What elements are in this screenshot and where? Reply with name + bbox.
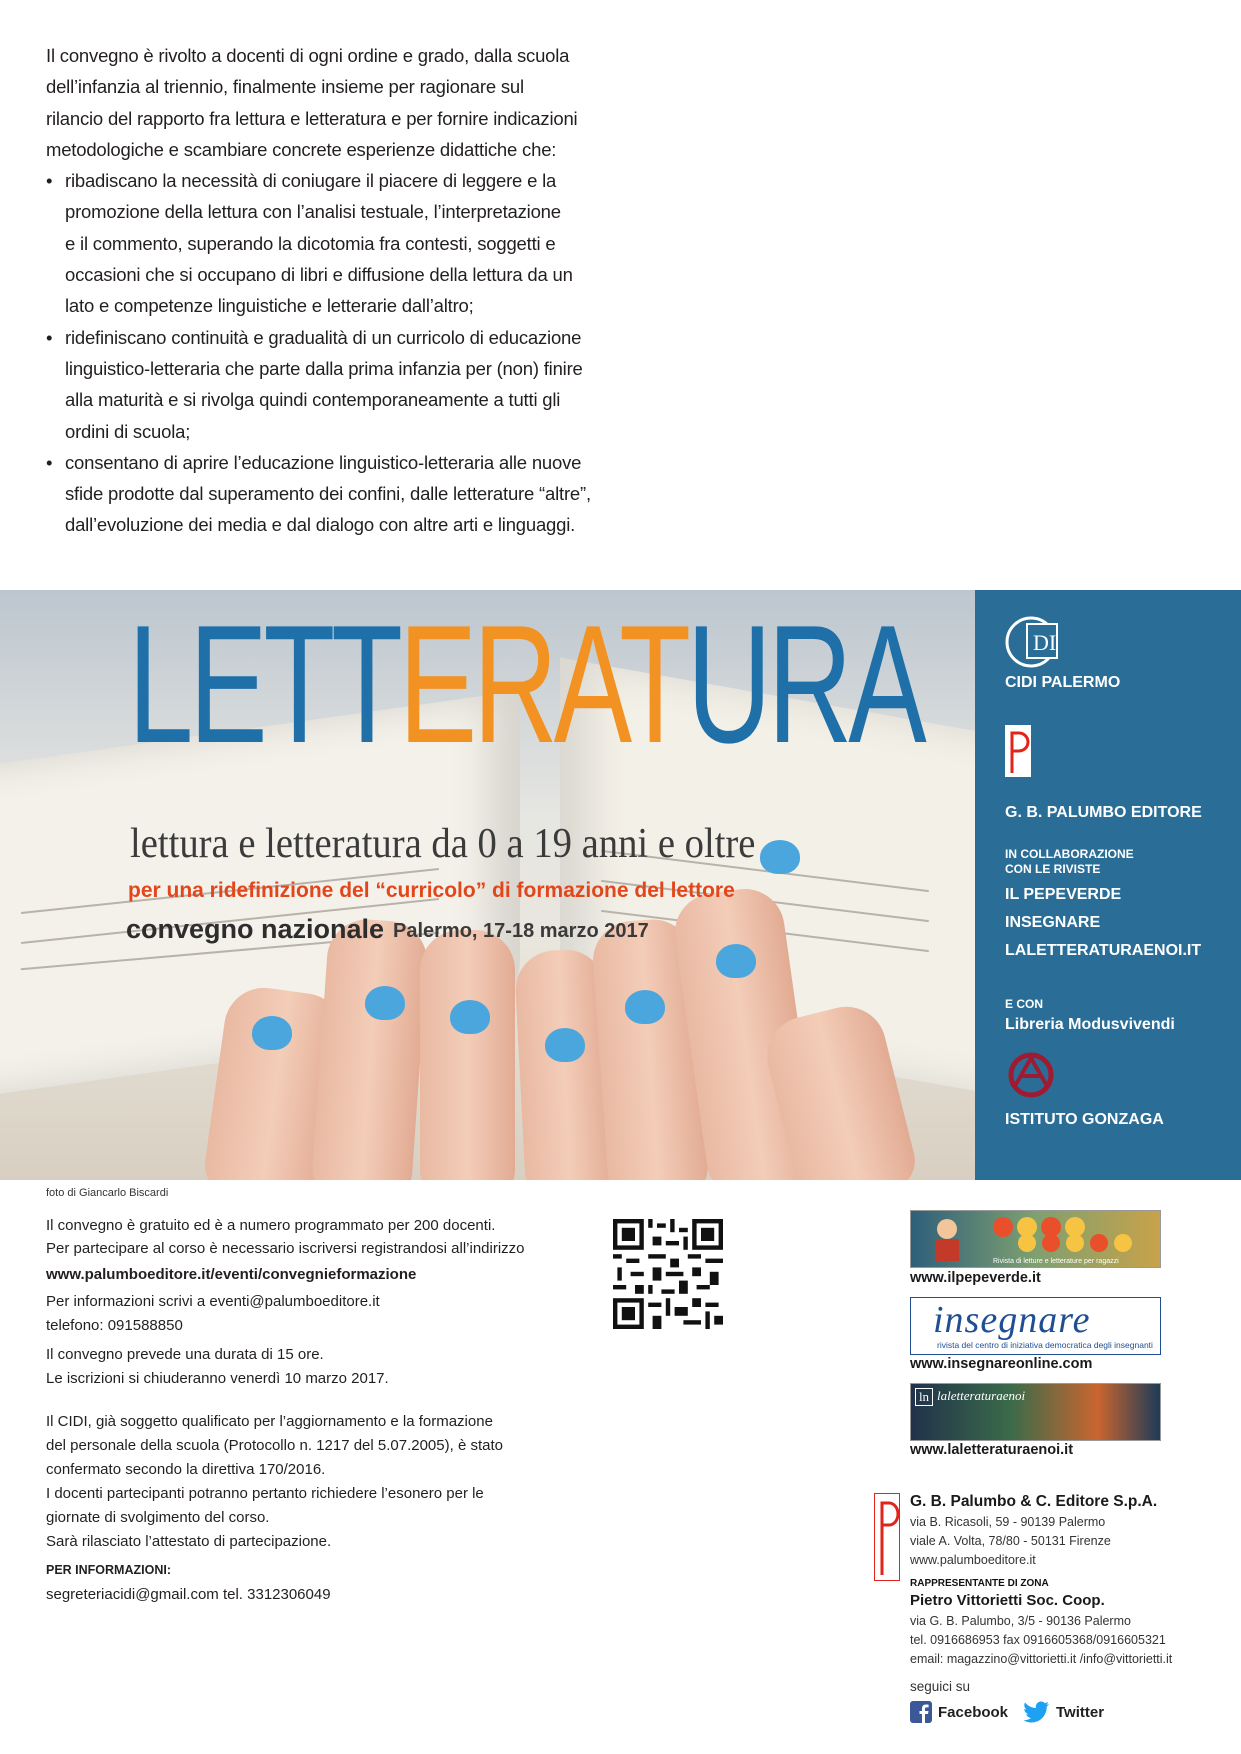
collab-label: CON LE RIVISTE [1005,862,1101,876]
qr-code-icon[interactable] [613,1219,723,1329]
pepeverde-caption: Rivista di letture e letterature per ragazzi [993,1258,1119,1265]
nail [625,990,665,1024]
insegnare-logo[interactable] [910,1297,1161,1355]
convegno-label: convegno nazionale [126,914,385,944]
laletteraturaenoi-logo[interactable] [910,1383,1161,1441]
cidi-note-line: giornate di svolgimento del corso. [46,1509,270,1526]
twitter-link[interactable] [1024,1700,1104,1724]
pepeverde-logo[interactable] [910,1210,1161,1268]
convegno-date: Palermo, 17-18 marzo 2017 [393,920,649,942]
banner-tagline: per una ridefinizione del “curricolo” di formazione del lettore [128,879,735,902]
gonzaga-logo-icon [1005,1050,1061,1100]
info-line: Il convegno è gratuito ed è a numero programmato per 200 docenti. [46,1217,496,1234]
cidi-note-line: Sarà rilasciato l’attestato di partecipazione. [46,1533,332,1550]
info-closing: Le iscrizioni si chiuderanno venerdì 10 marzo 2017. [46,1370,389,1387]
intro-line: dell’infanzia al triennio, finalmente insieme per ragionare sul [46,76,524,98]
twitter-icon [1024,1701,1050,1723]
insegnare-caption: rivista del centro di iniziativa democratica degli insegnanti [937,1340,1153,1350]
intro-line: rilancio del rapporto fra lettura e letteratura e per fornire indicazioni [46,107,578,129]
palumbo-name: G. B. PALUMBO EDITORE [1005,804,1202,821]
info-duration: Il convegno prevede una durata di 15 ore. [46,1346,324,1363]
facebook-icon [910,1701,932,1723]
nail [365,986,405,1020]
cidi-note-line: del personale della scuola (Protocollo n. 1217 del 5.07.2005), è stato [46,1437,503,1454]
ln-mark: ln [915,1388,933,1406]
cidi-note-line: Il CIDI, già soggetto qualificato per l’aggiornamento e la formazione [46,1413,493,1430]
ln-wordmark: laletteraturaenoi [937,1388,1026,1403]
intro-line: Il convegno è rivolto a docenti di ogni ordine e grado, dalla scuola [46,45,570,66]
twitter-label: Twitter [1056,1703,1105,1721]
econ-label: E CON [1005,997,1044,1011]
rep-email: email: magazzino@vittorietti.it /info@vittorietti.it [910,1652,1173,1666]
publisher-address: viale A. Volta, 78/80 - 50131 Firenze [910,1534,1111,1548]
sponsor-sidebar [975,590,1241,1180]
palumbo-p-logo-icon [874,1493,900,1581]
svg-text:DI: DI [1033,630,1057,655]
pepeverde-letters-icon [991,1215,1141,1253]
bullet-item: • consentano di aprire l’educazione linguistico-letteraria alle nuove sfide prodotte dal superamento dei confini, dalle letterature “altre”, dall’evoluzione dei media e dal dialogo con altre arti e linguaggi. [46,447,606,541]
insegnare-wordmark: insegnare [933,1299,1091,1341]
facebook-link[interactable] [910,1700,1008,1724]
finger [420,930,515,1180]
cidi-note-line: I docenti partecipanti potranno pertanto richiedere l’esonero per le [46,1485,484,1502]
bullet-item: • ridefiniscano continuità e gradualità di un curricolo di educazione linguistico-letteraria che parte dalla prima infanzia per (non) finire alla maturità e si rivolga quindi contemporaneamente a tutti gli ordini di scuola; [46,322,606,447]
rivista-name: IL PEPEVERDE [1005,886,1122,903]
pepeverde-character-icon [917,1215,977,1263]
title-highlight: ERAT [398,590,687,778]
nail [545,1028,585,1062]
rivista-name: INSEGNARE [1005,914,1101,931]
info-phone: telefono: 091588850 [46,1317,183,1334]
bullet-item: • ribadiscano la necessità di coniugare il piacere di leggere e la promozione della lettura con l’analisi testuale, l’interpretazione e il commento, superando la dicotomia fra contesti, soggetti e occasioni che si occupano di libri e diffusione della lettura da un lato e competenze linguistiche e letterarie dall’altro; [46,165,606,321]
intro-line: metodologiche e scambiare concrete esperienze didattiche che: [46,138,557,160]
rep-phone: tel. 0916686953 fax 0916605368/0916605321 [910,1633,1166,1647]
insegnare-link[interactable]: www.insegnareonline.com [910,1356,1093,1372]
cidi-name: CIDI PALERMO [1005,674,1121,691]
intro-bullet-list [46,165,606,541]
photo-credit: foto di Giancarlo Biscardi [46,1187,169,1199]
nail [450,1000,490,1034]
per-info-contact: segreteriacidi@gmail.com tel. 3312306049 [46,1586,331,1603]
cidi-note-line: confermato secondo la direttiva 170/2016. [46,1461,326,1478]
publisher-name: G. B. Palumbo & C. Editore S.p.A. [910,1493,1158,1510]
publisher-web[interactable]: www.palumboeditore.it [910,1553,1036,1567]
registration-link[interactable]: www.palumboeditore.it/eventi/convegnieformazione [46,1266,417,1283]
follow-label: seguici su [910,1679,971,1694]
info-email: Per informazioni scrivi a eventi@palumboeditore.it [46,1293,380,1310]
rep-label: RAPPRESENTANTE DI ZONA [910,1578,1049,1589]
banner-subtitle: lettura e letteratura da 0 a 19 anni e oltre [130,821,756,867]
rep-name: Pietro Vittorietti Soc. Coop. [910,1592,1105,1609]
gonzaga-name: ISTITUTO GONZAGA [1005,1111,1164,1128]
intro-text [46,40,606,541]
rep-address: via G. B. Palumbo, 3/5 - 90136 Palermo [910,1614,1131,1628]
per-info-label: PER INFORMAZIONI: [46,1563,171,1577]
info-line: Per partecipare al corso è necessario iscriversi registrandosi all’indirizzo [46,1240,525,1257]
facebook-label: Facebook [938,1703,1009,1721]
pepeverde-link[interactable]: www.ilpepeverde.it [910,1270,1041,1286]
rivista-name: LALETTERATURAENOI.IT [1005,942,1202,959]
finger [310,917,429,1180]
nail [716,944,756,978]
publisher-address: via B. Ricasoli, 59 - 90139 Palermo [910,1515,1106,1529]
banner-title: LETTERATURA [128,590,923,778]
nail [252,1016,292,1050]
laletteraturaenoi-link[interactable]: www.laletteraturaenoi.it [910,1442,1074,1458]
nail [760,840,800,874]
cidi-logo-icon [1005,612,1075,672]
libreria-name: Libreria Modusvivendi [1005,1016,1175,1033]
palumbo-logo-icon [1005,725,1031,777]
collab-label: IN COLLABORAZIONE [1005,847,1134,861]
